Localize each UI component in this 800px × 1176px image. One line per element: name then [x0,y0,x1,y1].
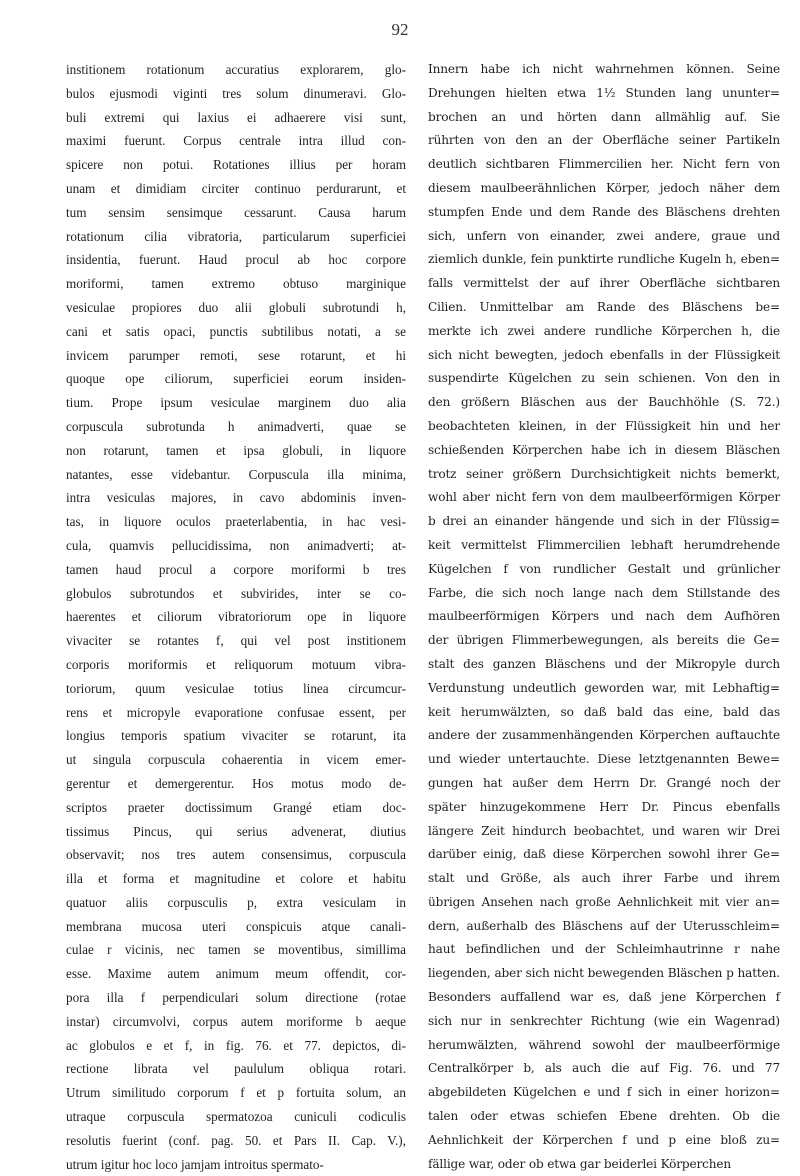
german-text-line: sich, unfern von einander, zwei andere, graue und [428,228,780,243]
german-text-line: stalt des ganzen Bläschens und der Mikropyle durch [428,656,780,671]
latin-text-line: rens et micropyle evaporatione confusae essent, per [66,704,406,720]
page-number: 92 [391,20,409,39]
german-text-line: später hinzugekommene Herr Dr. Pincus ebenfalls [428,799,780,814]
german-text-line: fällige war, oder ob etwa gar beiderlei Körperchen [428,1156,732,1171]
german-text-line: der übrigen Flimmerbewegungen, als bereits die Ge= [428,633,780,648]
latin-text-line: natantes, esse videbantur. Corpuscula illa minima, [66,466,406,482]
german-text-line: liegenden, aber sich nicht bewegenden Bläschen p hatten. [428,966,780,981]
german-text-line: trotz seiner größern Durchsichtigkeit nichts bemerkt, [428,466,780,481]
german-text-line: übrigen Ansehen nach große Aehnlichkeit mit vier an= [428,894,780,909]
latin-text-line: scriptos praeter doctissimum Grangé etiam doc- [66,799,406,815]
latin-column [66,58,406,1172]
german-text-line: talen oder etwas schiefen Ebene drehten. Ob die [428,1109,780,1124]
latin-text-line: ut singula corpuscula cohaerentia in vicem emer- [66,752,406,768]
german-text-line: gungen hat außer dem Herrn Dr. Grangé noch der [428,775,780,790]
latin-text-line: unam et dimidiam circiter continuo perdurarunt, et [66,180,406,196]
latin-text-line: rectione librata vel paululum obliqua rotari. [66,1061,406,1077]
latin-text-line: tas, in liquore oculos praeterlabentia, in hac vesi- [66,514,406,530]
latin-text-line: cula, quamvis pellucidissima, non animadverti; at- [66,537,406,553]
german-text-line: herumwälzten, während sowohl der maulbeerförmige [428,1037,780,1052]
latin-text-line: buli extremi qui laxius ei adhaerere visi sunt, [66,109,406,125]
german-text-line: haut befindlichen und der Schleimhautrinne r nahe [428,942,780,957]
german-text-line: keit herumwälzten, so daß bald das eine, bald das [428,704,780,719]
german-text-line: suspendirte Kügelchen zu sein schienen. Von den in [428,371,780,386]
german-text-line: b drei an einander hängende und sich in der Flüssig= [428,514,780,529]
latin-text-line: corporis moriformis et reliquorum motuum vibra- [66,656,406,672]
german-text-line: abgebildeten Kügelchen e und f sich in einer horizon= [428,1085,780,1100]
german-text-line: diesem maulbeerähnlichen Körper, jedoch näher dem [428,180,780,195]
latin-text-line: membrana mucosa uteri conspicuis atque canali- [66,918,406,934]
latin-text-line: toriorum, quum vesiculae totius linea circumcur- [66,680,406,696]
german-text-line: deutlich sichtbaren Flimmercilien her. Nicht fern von [428,157,780,172]
latin-text-line: esse. Maxime autem animum meum offendit, cor- [66,966,406,982]
latin-text-line: tissimus Pincus, qui serius advenerat, diutius [66,823,406,839]
german-column [428,58,780,1171]
german-text-line: stumpfen Ende und dem Rande des Bläschens drehten [428,204,780,219]
german-text-line: Farbe, die sich noch lange nach dem Stillstande des [428,585,780,600]
latin-text-line: bulos ejusmodi viginti tres solum dinumeravi. Glo- [66,85,406,101]
latin-text-line: haerentes et ciliorum vibratoriorum ope in liquore [66,609,406,625]
latin-text-line: tium. Prope ipsum vesiculae marginem duo alia [66,395,406,411]
german-text-line: Kügelchen f von rundlicher Gestalt und grünlicher [428,561,780,576]
latin-text-line: utraque corpuscula spermatozoa cuniculi codiculis [66,1109,406,1125]
latin-text-line: tamen haud procul a corpore moriformi b tres [66,561,406,577]
german-text-line: Centralkörper b, als auch die auf Fig. 76. und 77 [428,1061,780,1076]
german-text-line: Besonders auffallend war es, daß jene Körperchen f [428,990,780,1005]
german-text-line: Drehungen hielten etwa 1½ Stunden lang ununter= [428,85,780,100]
german-text-line: längere Zeit hindurch beobachtet, und waren wir Drei [428,823,780,838]
latin-text-line: quatuor aliis corpusculis p, extra vesiculam in [66,894,406,910]
latin-text-line: longius temporis spatium vivaciter se rotarunt, ita [66,728,406,744]
latin-text-line: intra vesiculas majores, in cavo abdominis inven- [66,490,406,506]
latin-text-line: moriformi, tamen extremo obtuso marginique [66,276,406,292]
latin-text-line: quoque ope ciliorum, superficiei eorum insiden- [66,371,406,387]
latin-text-line: corpuscula subrotunda h animadverti, quae se [66,418,406,434]
german-text-line: darüber einig, daß diese Körperchen sowohl ihrer Ge= [428,847,780,862]
latin-text-line: rotationum cilia vibratoria, particularum superficiei [66,228,406,244]
latin-text-line: vivaciter se rotantes f, qui vel post institionem [66,633,406,649]
german-text-line: und wieder untertauchte. Diese letztgenannten Bewe= [428,752,780,767]
german-text-line: brochen an und hörten dann allmählig auf. Sie [428,109,780,124]
latin-text-line: spicere non potui. Rotationes illius per horam [66,157,406,173]
latin-text-line: instar) circumvolvi, corpus autem moriforme b aeque [66,1013,406,1029]
german-text-line: dern, außerhalb des Bläschens auf der Uterusschleim= [428,918,780,933]
german-text-line: beobachteten kleinen, in der Flüssigkeit hin und her [428,418,780,433]
latin-text-line: resolutis fuerint (conf. pag. 50. et Pars II. Cap. V.), [66,1132,406,1148]
latin-text-line: observavit; nos tres autem consensimus, corpuscula [66,847,406,863]
latin-text-line: cani et satis opaci, punctis subtilibus notati, a se [66,323,406,339]
german-text-line: rührten von den an der Oberfläche seiner Partikeln [428,133,780,148]
german-text-line: Innern habe ich nicht wahrnehmen können. Seine [428,62,780,76]
german-text-line: keit vermittelst Flimmercilien lebhaft herumdrehende [428,537,780,552]
german-text-line: sich nicht bewegten, jedoch ebenfalls in der Flüssigkeit [428,347,780,362]
latin-text-line: institionem rotationum accuratius explorarem, glo- [66,62,406,77]
german-text-line: schießenden Körperchen habe ich in diesem Bläschen [428,442,780,457]
german-text-line: den größern Bläschen aus der Bauchhöhle (S. 72.) [428,395,780,410]
latin-text-line: invicem parumper remoti, sese rotarunt, et hi [66,347,406,363]
german-text-line: falls vermittelst der auf ihrer Oberfläche sichtbaren [428,276,780,291]
latin-text-line: maximi fuerunt. Corpus centrale intra illud con- [66,133,406,149]
german-text-line: Aehnlichkeit der Körperchen f und p eine bloß zu= [428,1132,780,1147]
german-text-line: ziemlich dunkle, fein punktirte rundliche Kugeln h, eben= [428,252,780,267]
latin-text-line: insidentia, fuerunt. Haud procul ab hoc corpore [66,252,406,268]
german-text-line: andere der zusammenhängenden Körperchen auftauchte [428,728,780,743]
latin-text-line: tum sensim sensimque cessarunt. Causa harum [66,204,406,220]
german-text-line: Verdunstung undeutlich geworden war, mit Lebhaftig= [428,680,780,695]
latin-text-line: culae r vicinis, nec tamen se moventibus, simillima [66,942,406,958]
german-text-line: merkte ich zwei andere rundliche Körperchen h, die [428,323,780,338]
latin-text-line: pora illa f perpendiculari solum directione (rotae [66,990,406,1006]
latin-text-line: Utrum similitudo corporum f et p fortuita solum, an [66,1085,406,1101]
latin-text-line: non rotarunt, tamen et ipsa globuli, in liquore [66,442,406,458]
german-text-line: maulbeerförmigen Körpers und nach dem Aufhören [428,609,780,624]
latin-text-line: vesiculae propiores duo alii globuli subrotundi h, [66,299,406,315]
latin-text-line: ac globulos e et f, in fig. 76. et 77. depictos, di- [66,1037,406,1053]
latin-text-line: utrum igitur hoc loco jamjam introitus spermato- [66,1156,324,1172]
latin-text-line: gerentur et demergerentur. Hos motus modo de- [66,775,406,791]
latin-text-line: illa et forma et magnitudine et colore et habitu [66,871,406,887]
german-text-line: sich nur in senkrechter Richtung (wie ein Wagenrad) [428,1013,780,1028]
german-text-line: wohl aber nicht fern von dem maulbeerförmigen Körper [428,490,780,505]
german-text-line: Cilien. Unmittelbar am Rande des Bläschens be= [428,299,780,314]
latin-text-line: globulos subrotundos et subvirides, inter se co- [66,585,406,601]
german-text-line: stalt und Größe, als auch ihrer Farbe und ihrem [428,871,780,886]
